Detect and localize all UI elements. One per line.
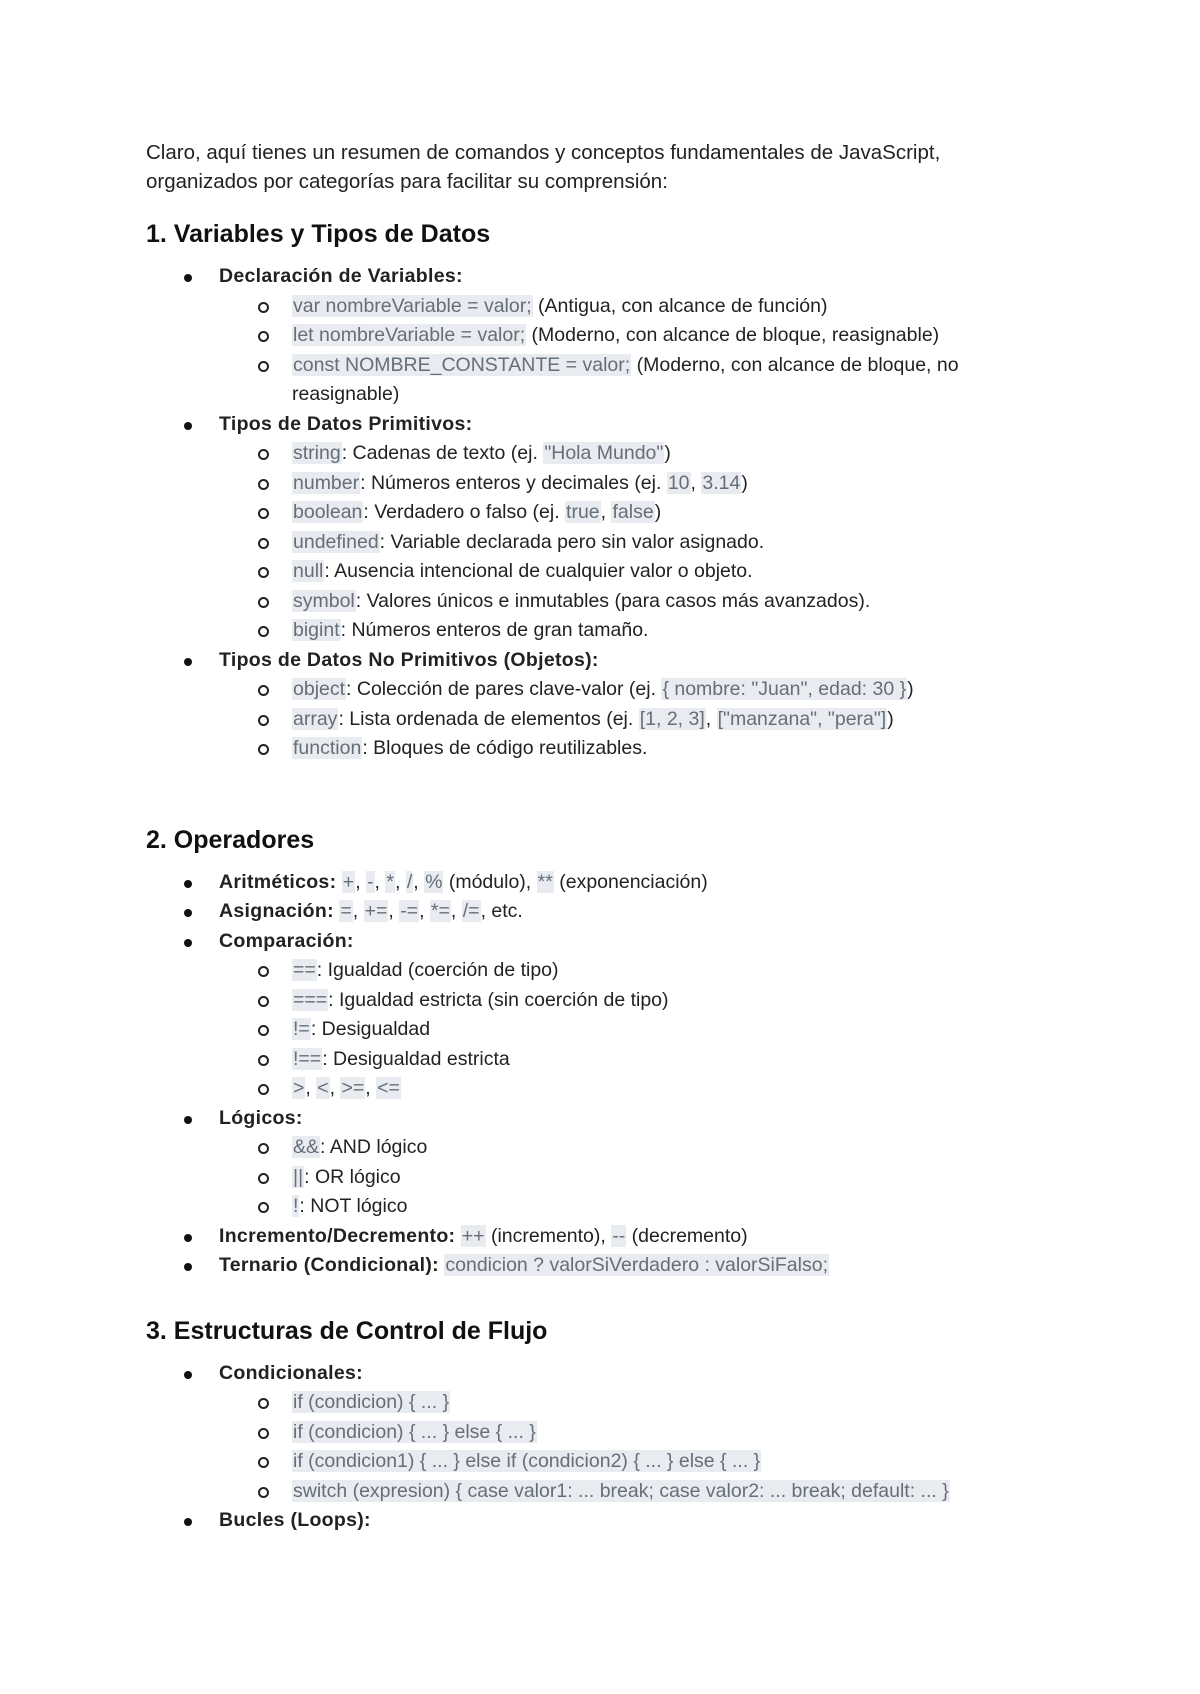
item-label: Tipos de Datos Primitivos:	[219, 412, 473, 435]
item-label: Asignación:	[219, 900, 334, 922]
list-item	[146, 1359, 1066, 1389]
item-text: reasignable)	[292, 383, 400, 405]
item-label: Condicionales:	[219, 1361, 363, 1384]
section-3-heading: 3. Estructuras de Control de Flujo	[146, 1316, 548, 1345]
list-item: >, <, >=, <=	[146, 1074, 1066, 1104]
bullet-icon	[184, 1371, 192, 1379]
code-span: !=	[293, 1018, 310, 1040]
item-text: )	[887, 707, 894, 730]
code-span: <=	[377, 1077, 400, 1099]
item-text: : AND lógico	[320, 1136, 428, 1158]
code-span: >=	[341, 1077, 365, 1099]
hollow-bullet-icon	[258, 685, 269, 696]
hollow-bullet-icon	[258, 1457, 269, 1468]
section-1-list	[146, 262, 1066, 764]
list-item	[146, 986, 1066, 1016]
list-item	[146, 956, 1066, 986]
item-text: : NOT lógico	[299, 1195, 408, 1217]
hollow-bullet-icon	[258, 1143, 269, 1154]
hollow-bullet-icon	[258, 1173, 269, 1184]
section-1-heading: 1. Variables y Tipos de Datos	[146, 220, 491, 248]
code-span: +	[342, 870, 355, 893]
code-span: undefined	[293, 530, 379, 553]
item-text: ,	[705, 707, 717, 730]
code-span: *	[386, 870, 394, 893]
code-span: !==	[293, 1047, 322, 1070]
code-span: ["manzana", "pera"]	[717, 707, 887, 730]
list-item	[146, 469, 1066, 499]
item-text: , etc.	[480, 900, 523, 922]
item-label: Aritméticos:	[219, 870, 337, 893]
list-item	[146, 1192, 1066, 1222]
item-text: (decremento)	[626, 1224, 748, 1247]
code-span: >	[293, 1077, 305, 1099]
code-span: !	[293, 1195, 299, 1217]
code-span: number	[293, 471, 360, 494]
item-text: (Moderno, con alcance de bloque, no	[631, 353, 959, 376]
bullet-icon	[184, 1263, 192, 1271]
list-item	[146, 1418, 1066, 1448]
code-span: var nombreVariable = valor;	[293, 294, 532, 317]
code-span: --	[612, 1224, 626, 1247]
item-label: Comparación:	[219, 929, 354, 952]
list-item	[146, 1133, 1066, 1163]
item-text: : Ausencia intencional de cualquier valor o objeto.	[324, 560, 753, 582]
item-text: (módulo),	[443, 870, 537, 893]
code-span: array	[293, 707, 338, 730]
item-text: )	[664, 442, 671, 464]
code-span: object	[293, 678, 346, 700]
list-item: Asignación: =, +=, -=, *=, /=, etc.	[146, 897, 1066, 927]
list-item	[146, 1447, 1066, 1477]
list-item	[146, 1388, 1066, 1418]
hollow-bullet-icon	[258, 1084, 269, 1095]
item-text: : Bloques de código reutilizables.	[362, 737, 648, 759]
item-text: : Igualdad (coerción de tipo)	[316, 959, 559, 981]
item-label: Tipos de Datos No Primitivos (Objetos):	[219, 648, 599, 671]
code-span: null	[293, 560, 324, 582]
code-span: *=	[430, 900, 450, 922]
item-text: : Cadenas de texto (ej.	[341, 442, 544, 464]
code-span: string	[293, 442, 341, 464]
item-text: : Números enteros y decimales (ej.	[360, 471, 667, 494]
item-label: Declaración de Variables:	[219, 265, 463, 287]
item-text: ,	[690, 471, 702, 494]
list-item	[146, 616, 1066, 646]
hollow-bullet-icon	[258, 744, 269, 755]
code-span: -=	[400, 900, 419, 922]
list-item	[146, 1222, 1066, 1252]
code-span: "Hola Mundo"	[544, 442, 664, 464]
document-content	[146, 138, 1066, 1536]
item-text: : Valores únicos e inmutables (para casos más avanzados).	[355, 589, 871, 612]
code-span: switch (expresion) { case valor1: ... break; case valor2: ... break; default: ... }	[293, 1479, 949, 1502]
code-span: if (condicion) { ... }	[293, 1391, 450, 1413]
list-item	[146, 646, 1066, 676]
item-text: : Desigualdad	[310, 1018, 431, 1040]
code-span: /	[406, 870, 413, 893]
list-item	[146, 1045, 1066, 1075]
hollow-bullet-icon	[258, 996, 269, 1007]
hollow-bullet-icon	[258, 1428, 269, 1439]
code-span: ==	[293, 959, 316, 981]
bullet-icon	[184, 1518, 192, 1526]
code-span: const NOMBRE_CONSTANTE = valor;	[293, 353, 631, 376]
bullet-icon	[184, 939, 192, 947]
code-span: bigint	[293, 619, 340, 641]
bullet-icon	[184, 274, 192, 282]
item-text: (incremento),	[485, 1224, 612, 1247]
list-item	[146, 321, 1066, 351]
item-text: : Lista ordenada de elementos (ej.	[338, 707, 639, 730]
code-span: 10	[667, 471, 690, 494]
list-item	[146, 1251, 1066, 1281]
list-item	[146, 734, 1066, 764]
item-text: )	[741, 471, 748, 494]
intro-line-1: Claro, aquí tienes un resumen de comandos y conceptos fundamentales de JavaScript,	[146, 141, 941, 164]
item-text: (Antigua, con alcance de función)	[532, 294, 828, 317]
bullet-icon	[184, 909, 192, 917]
item-label: Lógicos:	[219, 1106, 303, 1129]
hollow-bullet-icon	[258, 331, 269, 342]
code-span: **	[537, 870, 553, 893]
code-span: %	[425, 870, 443, 893]
list-item	[146, 557, 1066, 587]
list-item	[146, 410, 1066, 440]
bullet-icon	[184, 1234, 192, 1242]
code-span: if (condicion) { ... } else { ... }	[293, 1420, 536, 1443]
item-label: Bucles (Loops):	[219, 1509, 371, 1531]
list-item	[146, 439, 1066, 469]
item-text: : OR lógico	[304, 1165, 401, 1188]
section-2-heading: 2. Operadores	[146, 825, 315, 854]
list-item	[146, 1163, 1066, 1193]
bullet-icon	[184, 658, 192, 666]
code-span: condicion ? valorSiVerdadero : valorSiFalso;	[445, 1254, 828, 1276]
section-3-list	[146, 1359, 1066, 1536]
code-span: 3.14	[702, 471, 741, 494]
hollow-bullet-icon	[258, 567, 269, 578]
code-span: +=	[364, 900, 388, 922]
hollow-bullet-icon	[258, 1487, 269, 1498]
list-item	[146, 675, 1066, 705]
code-span: let nombreVariable = valor;	[293, 324, 526, 346]
list-item	[146, 498, 1066, 528]
code-span: &&	[293, 1136, 320, 1158]
hollow-bullet-icon	[258, 597, 269, 608]
item-text: : Números enteros de gran tamaño.	[340, 619, 649, 641]
code-span: /=	[462, 900, 480, 922]
code-span: =	[340, 900, 352, 922]
list-item	[146, 351, 1066, 410]
intro-line-2: organizados por categorías para facilitar su comprensión:	[146, 170, 668, 193]
hollow-bullet-icon	[258, 715, 269, 726]
list-item	[146, 705, 1066, 735]
list-item	[146, 1477, 1066, 1507]
list-item	[146, 1506, 1066, 1536]
code-span: function	[293, 737, 362, 759]
bullet-icon	[184, 422, 192, 430]
code-span: { nombre: "Juan", edad: 30 }	[662, 678, 907, 700]
item-text: )	[654, 501, 662, 523]
code-span: <	[317, 1077, 329, 1099]
hollow-bullet-icon	[258, 1398, 269, 1409]
item-text: : Desigualdad estricta	[322, 1047, 510, 1070]
list-item: Aritméticos: +, -, *, /, % (módulo), ** (exponenciación)	[146, 868, 1066, 898]
code-span: true	[566, 501, 600, 523]
item-text: : Verdadero o falso (ej.	[363, 501, 566, 523]
hollow-bullet-icon	[258, 479, 269, 490]
bullet-icon	[184, 1116, 192, 1124]
item-label: Incremento/Decremento:	[219, 1224, 456, 1247]
hollow-bullet-icon	[258, 449, 269, 460]
hollow-bullet-icon	[258, 966, 269, 977]
item-text: (exponenciación)	[553, 870, 708, 893]
code-span: if (condicion1) { ... } else if (condicion2) { ... } else { ... }	[293, 1450, 761, 1472]
hollow-bullet-icon	[258, 302, 269, 313]
code-span: boolean	[293, 501, 363, 523]
item-text: : Variable declarada pero sin valor asignado.	[379, 530, 765, 553]
hollow-bullet-icon	[258, 538, 269, 549]
item-text: (Moderno, con alcance de bloque, reasignable)	[526, 324, 940, 346]
hollow-bullet-icon	[258, 508, 269, 519]
code-span: [1, 2, 3]	[639, 707, 705, 730]
hollow-bullet-icon	[258, 1202, 269, 1213]
list-item	[146, 927, 1066, 957]
item-text: : Igualdad estricta (sin coerción de tipo)	[328, 988, 669, 1011]
code-span: false	[612, 501, 654, 523]
list-item	[146, 1104, 1066, 1134]
item-text: ,	[600, 501, 612, 523]
list-item	[146, 262, 1066, 292]
item-label: Ternario (Condicional):	[219, 1254, 439, 1276]
bullet-icon	[184, 880, 192, 888]
code-span: ++	[461, 1224, 485, 1247]
code-span: ===	[293, 988, 328, 1011]
code-span: -	[367, 870, 374, 893]
code-span: symbol	[293, 589, 355, 612]
hollow-bullet-icon	[258, 626, 269, 637]
list-item	[146, 528, 1066, 558]
hollow-bullet-icon	[258, 1055, 269, 1066]
item-text: : Colección de pares clave-valor (ej.	[346, 678, 662, 700]
intro-paragraph	[146, 138, 1066, 196]
hollow-bullet-icon	[258, 361, 269, 372]
item-text: )	[907, 678, 914, 700]
list-item	[146, 587, 1066, 617]
list-item	[146, 1015, 1066, 1045]
code-span: ||	[293, 1165, 304, 1188]
list-item	[146, 292, 1066, 322]
hollow-bullet-icon	[258, 1025, 269, 1036]
section-2-list	[146, 868, 1066, 1281]
